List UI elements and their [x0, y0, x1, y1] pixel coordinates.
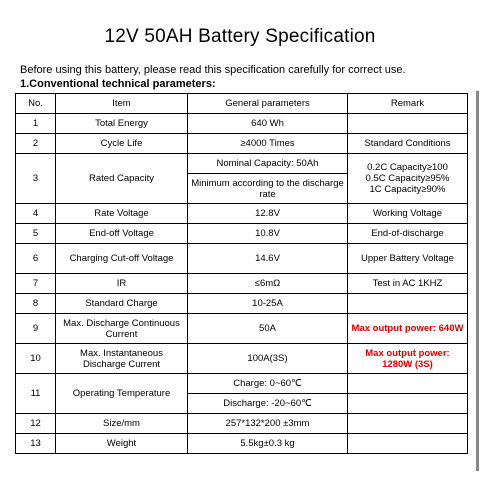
row-param-discharge: Discharge: -20~60℃: [188, 394, 348, 414]
row-param: ≥4000 Times: [188, 134, 348, 154]
row-remark: Upper Battery Voltage: [348, 244, 468, 274]
row-item: Total Energy: [56, 114, 188, 134]
remark-line: 1C Capacity≥90%: [369, 184, 446, 195]
table-row: [16, 414, 468, 434]
row-item: Operating Temperature: [56, 374, 188, 414]
row-item: Rate Voltage: [56, 204, 188, 224]
page-edge: [476, 91, 479, 471]
row-no: 8: [16, 294, 56, 314]
row-remark: [348, 394, 468, 414]
row-remark: [348, 414, 468, 434]
header-general-parameters: General parameters: [188, 94, 348, 114]
row-item: Cycle Life: [56, 134, 188, 154]
table-row: [16, 204, 468, 224]
table-header-row: [16, 94, 468, 114]
row-param: 100A(3S): [188, 344, 348, 374]
row-remark: Working Voltage: [348, 204, 468, 224]
table-row: [16, 344, 468, 374]
row-remark: [348, 374, 468, 394]
row-remark-capacity: [348, 154, 468, 204]
row-item: Charging Cut-off Voltage: [56, 244, 188, 274]
row-param: 12.8V: [188, 204, 348, 224]
table-row: [16, 294, 468, 314]
row-remark: [348, 114, 468, 134]
row-remark: End-of-discharge: [348, 224, 468, 244]
row-no: 4: [16, 204, 56, 224]
row-no: 13: [16, 434, 56, 454]
row-param: 14.6V: [188, 244, 348, 274]
row-param: 10-25A: [188, 294, 348, 314]
row-no: 7: [16, 274, 56, 294]
row-no: 11: [16, 374, 56, 414]
row-no: 2: [16, 134, 56, 154]
table-row: [16, 114, 468, 134]
table-row: [16, 374, 468, 394]
table-row: [16, 134, 468, 154]
remark-line: 0.2C Capacity≥100: [367, 162, 448, 173]
row-remark: [348, 294, 468, 314]
row-param: 50A: [188, 314, 348, 344]
header-remark: Remark: [348, 94, 468, 114]
row-param-minimum: Minimum according to the discharge rate: [188, 174, 348, 204]
row-param: ≤6mΩ: [188, 274, 348, 294]
row-item: Size/mm: [56, 414, 188, 434]
row-remark-highlight: Max output power: 640W: [348, 314, 468, 344]
row-param: 5.5kg±0.3 kg: [188, 434, 348, 454]
table-row: [16, 224, 468, 244]
row-no: 3: [16, 154, 56, 204]
table-row: [16, 314, 468, 344]
row-param: 257*132*200 ±3mm: [188, 414, 348, 434]
header-no: No.: [16, 94, 56, 114]
row-item: Max. Instantaneous Discharge Current: [56, 344, 188, 374]
spec-table: [15, 93, 468, 454]
row-remark: [348, 434, 468, 454]
row-item: Standard Charge: [56, 294, 188, 314]
table-row: [16, 154, 468, 174]
row-item: Max. Discharge Continuous Current: [56, 314, 188, 344]
row-no: 9: [16, 314, 56, 344]
row-item: IR: [56, 274, 188, 294]
row-remark: Test in AC 1KHZ: [348, 274, 468, 294]
row-param-charge: Charge: 0~60℃: [188, 374, 348, 394]
header-item: Item: [56, 94, 188, 114]
row-item: Rated Capacity: [56, 154, 188, 204]
document-title: 12V 50AH Battery Specification: [104, 26, 376, 47]
row-item: Weight: [56, 434, 188, 454]
row-remark-highlight: Max output power: 1280W (3S): [348, 344, 468, 374]
table-row: [16, 244, 468, 274]
row-no: 10: [16, 344, 56, 374]
section-heading: 1.Conventional technical parameters:: [20, 78, 216, 90]
row-param-nominal: Nominal Capacity: 50Ah: [188, 154, 348, 174]
row-item: End-off Voltage: [56, 224, 188, 244]
table-row: [16, 434, 468, 454]
row-no: 1: [16, 114, 56, 134]
intro-text: Before using this battery, please read this specification carefully for correct use.: [20, 64, 406, 76]
row-no: 5: [16, 224, 56, 244]
remark-line: 0.5C Capacity≥95%: [365, 173, 450, 184]
row-no: 12: [16, 414, 56, 434]
row-remark: Standard Conditions: [348, 134, 468, 154]
table-row: [16, 274, 468, 294]
row-no: 6: [16, 244, 56, 274]
row-param: 10.8V: [188, 224, 348, 244]
row-param: 640 Wh: [188, 114, 348, 134]
